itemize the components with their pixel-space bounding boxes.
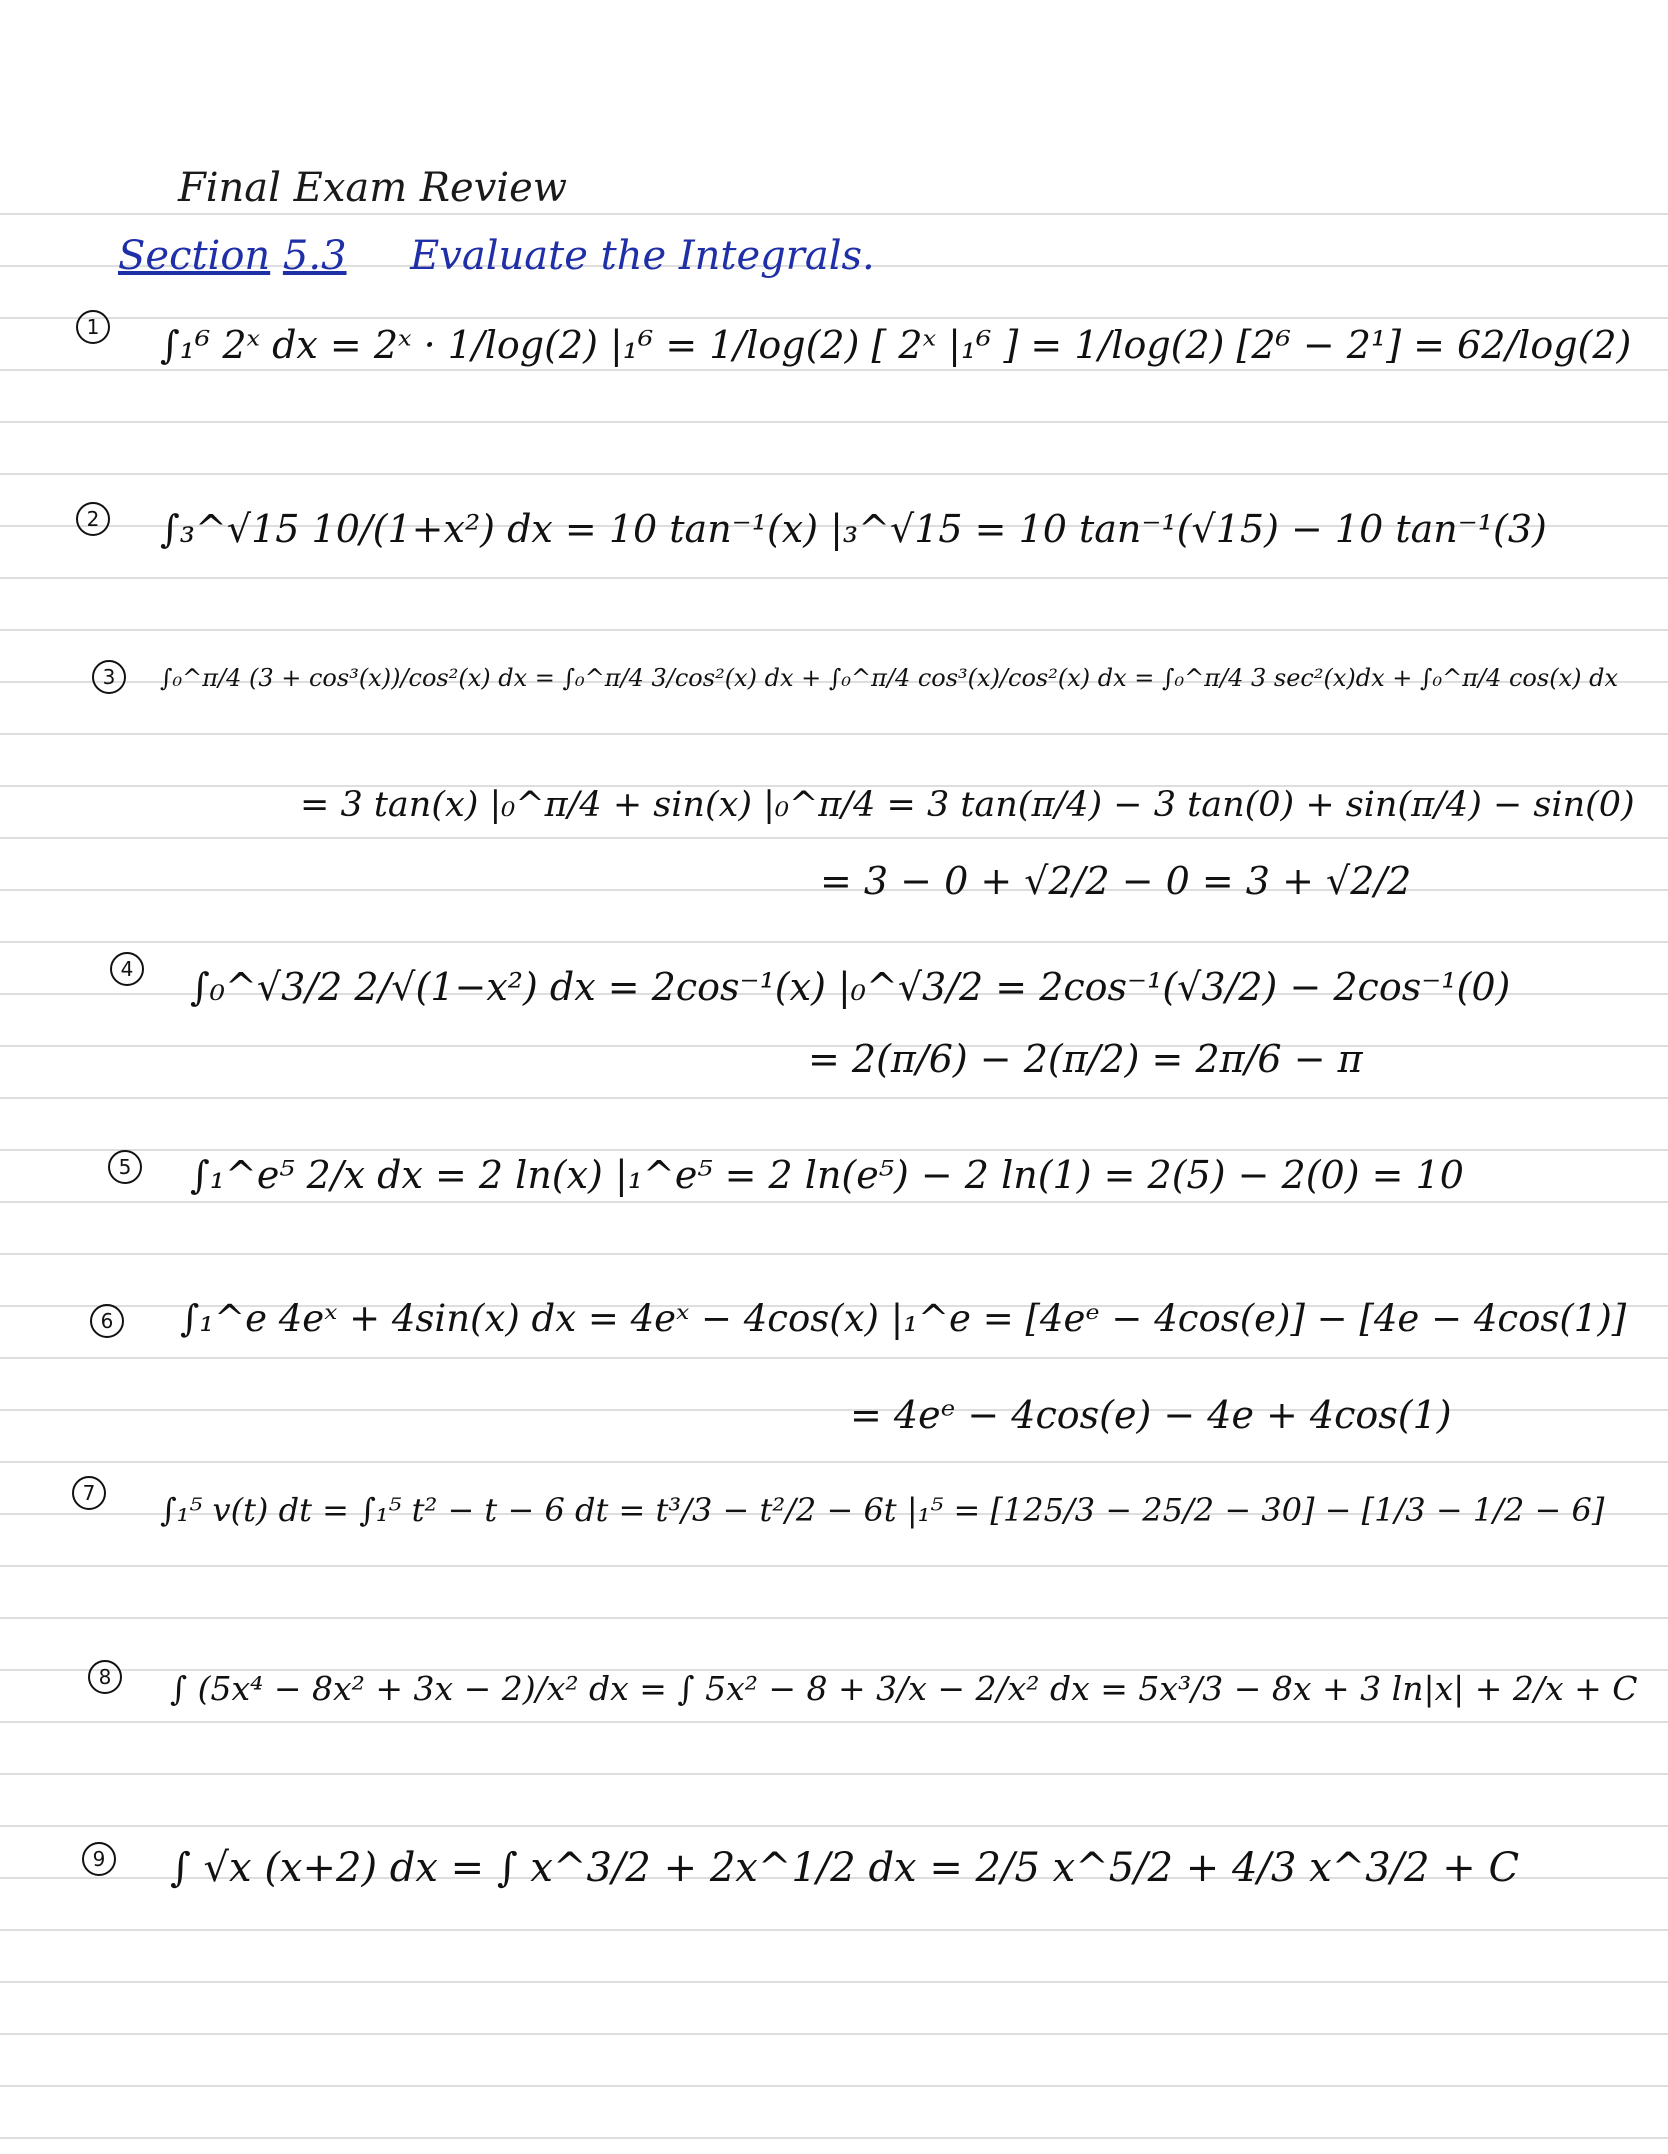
problem-number-badge: 3 (92, 660, 126, 694)
problem-number-badge: 4 (110, 952, 144, 986)
problem-5-line-1: ∫₁^e⁵ 2/x dx = 2 ln(x) |₁^e⁵ = 2 ln(e⁵) − 2 ln(1) = 2(5) − 2(0) = 10 (190, 1153, 1464, 1197)
section-label: Section (118, 233, 271, 279)
problem-6-line-1: ∫₁^e 4eˣ + 4sin(x) dx = 4eˣ − 4cos(x) |₁^e = [4eᵉ − 4cos(e)] − [4e − 4cos(1)] (180, 1297, 1627, 1340)
problem-number-badge: 6 (90, 1304, 124, 1338)
problem-number-badge: 1 (76, 310, 110, 344)
problem-number-badge: 2 (76, 502, 110, 536)
problem-8-line-1: ∫ (5x⁴ − 8x² + 3x − 2)/x² dx = ∫ 5x² − 8 + 3/x − 2/x² dx = 5x³/3 − 8x + 3 ln|x| + 2/x + C (170, 1669, 1638, 1708)
problem-number-badge: 8 (88, 1660, 122, 1694)
problem-4-line-1: ∫₀^√3/2 2/√(1−x²) dx = 2cos⁻¹(x) |₀^√3/2 = 2cos⁻¹(√3/2) − 2cos⁻¹(0) (190, 965, 1511, 1009)
problem-number-badge: 7 (72, 1476, 106, 1510)
problem-7-line-1: ∫₁⁵ v(t) dt = ∫₁⁵ t² − t − 6 dt = t³/3 − t²/2 − 6t |₁⁵ = [125/3 − 25/2 − 30] − [1/3 − 1/2 − 6] (160, 1491, 1605, 1529)
section-heading (118, 233, 875, 279)
problem-3-line-1: ∫₀^π/4 (3 + cos³(x))/cos²(x) dx = ∫₀^π/4 3/cos²(x) dx + ∫₀^π/4 cos³(x)/cos²(x) dx = ∫₀^π/4 3 sec²(x)dx + ∫₀^π/4 cos(x) dx (160, 664, 1618, 692)
problem-1-line-1: ∫₁⁶ 2ˣ dx = 2ˣ · 1/log(2) |₁⁶ = 1/log(2) [ 2ˣ |₁⁶ ] = 1/log(2) [2⁶ − 2¹] = 62/log(2) (160, 323, 1632, 367)
section-instruction: Evaluate the Integrals. (410, 233, 875, 279)
problem-6-line-2: = 4eᵉ − 4cos(e) − 4e + 4cos(1) (850, 1393, 1452, 1437)
page-title: Final Exam Review (178, 165, 568, 211)
problem-3-line-2: = 3 tan(x) |₀^π/4 + sin(x) |₀^π/4 = 3 tan(π/4) − 3 tan(0) + sin(π/4) − sin(0) (300, 785, 1635, 825)
problem-2-line-1: ∫₃^√15 10/(1+x²) dx = 10 tan⁻¹(x) |₃^√15 = 10 tan⁻¹(√15) − 10 tan⁻¹(3) (160, 507, 1547, 551)
problem-9-line-1: ∫ √x (x+2) dx = ∫ x^3/2 + 2x^1/2 dx = 2/5 x^5/2 + 4/3 x^3/2 + C (170, 1845, 1520, 1891)
problem-4-line-2: = 2(π/6) − 2(π/2) = 2π/6 − π (808, 1037, 1363, 1081)
problem-3-line-3: = 3 − 0 + √2/2 − 0 = 3 + √2/2 (820, 859, 1412, 903)
problem-number-badge: 5 (108, 1150, 142, 1184)
section-number: 5.3 (282, 233, 347, 279)
problem-number-badge: 9 (82, 1842, 116, 1876)
